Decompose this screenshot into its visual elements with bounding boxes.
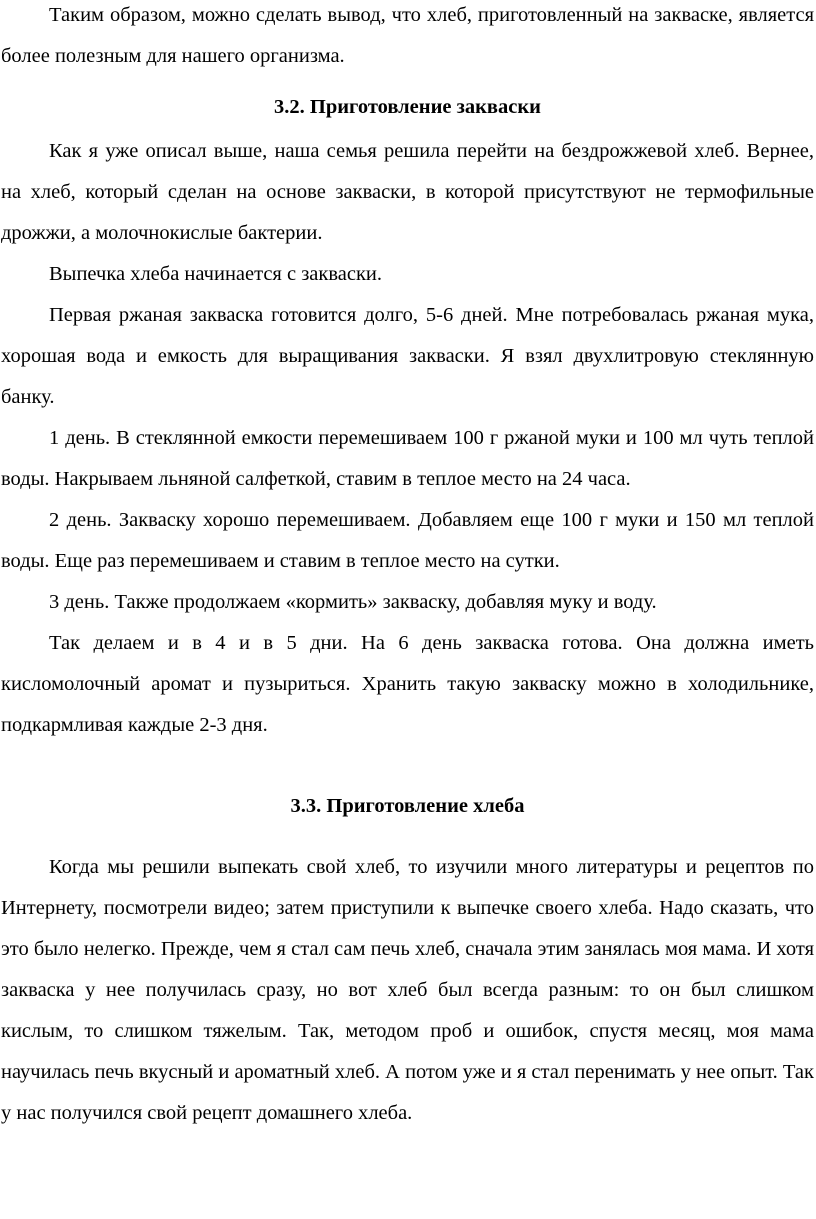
paragraph: 3 день. Также продолжаем «кормить» закваску, добавляя муку и воду. bbox=[49, 591, 657, 613]
paragraph: Так делаем и в 4 и в 5 дни. На 6 день закваска готова. Она должна иметь кисломолочный аромат и пузыриться. Хранить такую закваску можно в холодильнике, подкармливая каждые 2-3 дня. bbox=[1, 632, 814, 736]
paragraph: 1 день. В стеклянной емкости перемешиваем 100 г ржаной муки и 100 мл чуть теплой воды. Накрываем льняной салфеткой, ставим в теплое место на 24 часа. bbox=[1, 427, 814, 490]
paragraph: Первая ржаная закваска готовится долго, 5-6 дней. Мне потребовалась ржаная мука, хорошая вода и емкость для выращивания закваски. Я взял двухлитровую стеклянную банку. bbox=[1, 304, 814, 408]
paragraph: Выпечка хлеба начинается с закваски. bbox=[49, 263, 383, 285]
intro-paragraph: Таким образом, можно сделать вывод, что хлеб, приготовленный на закваске, является более полезным для нашего организма. bbox=[1, 4, 814, 67]
paragraph: Когда мы решили выпекать свой хлеб, то изучили много литературы и рецептов по Интернету, посмотрели видео; затем приступили к выпечке своего хлеба. Надо сказать, что это было нелегко. Прежде, чем я стал сам печь хлеб, сначала этим занялась моя мама. И хотя закваска у нее получилась сразу, но вот хлеб был всегда разным: то он был слишком кислым, то слишком тяжелым. Так, методом проб и ошибок, спустя месяц, моя мама научилась печь вкусный и ароматный хлеб. А потом уже и я стал перенимать у нее опыт. Так у нас получился свой рецепт домашнего хлеба. bbox=[1, 856, 814, 1124]
paragraph: 2 день. Закваску хорошо перемешиваем. Добавляем еще 100 г муки и 150 мл теплой воды. Еще раз перемешиваем и ставим в теплое место на сутки. bbox=[1, 509, 814, 572]
section-heading-bread: 3.3. Приготовление хлеба bbox=[290, 795, 525, 817]
paragraph: Как я уже описал выше, наша семья решила перейти на бездрожжевой хлеб. Вернее, на хлеб, который сделан на основе закваски, в которой присутствуют не термофильные дрожжи, а молочнокислые бактерии. bbox=[1, 140, 814, 244]
section-heading-starter: 3.2. Приготовление закваски bbox=[274, 96, 541, 118]
